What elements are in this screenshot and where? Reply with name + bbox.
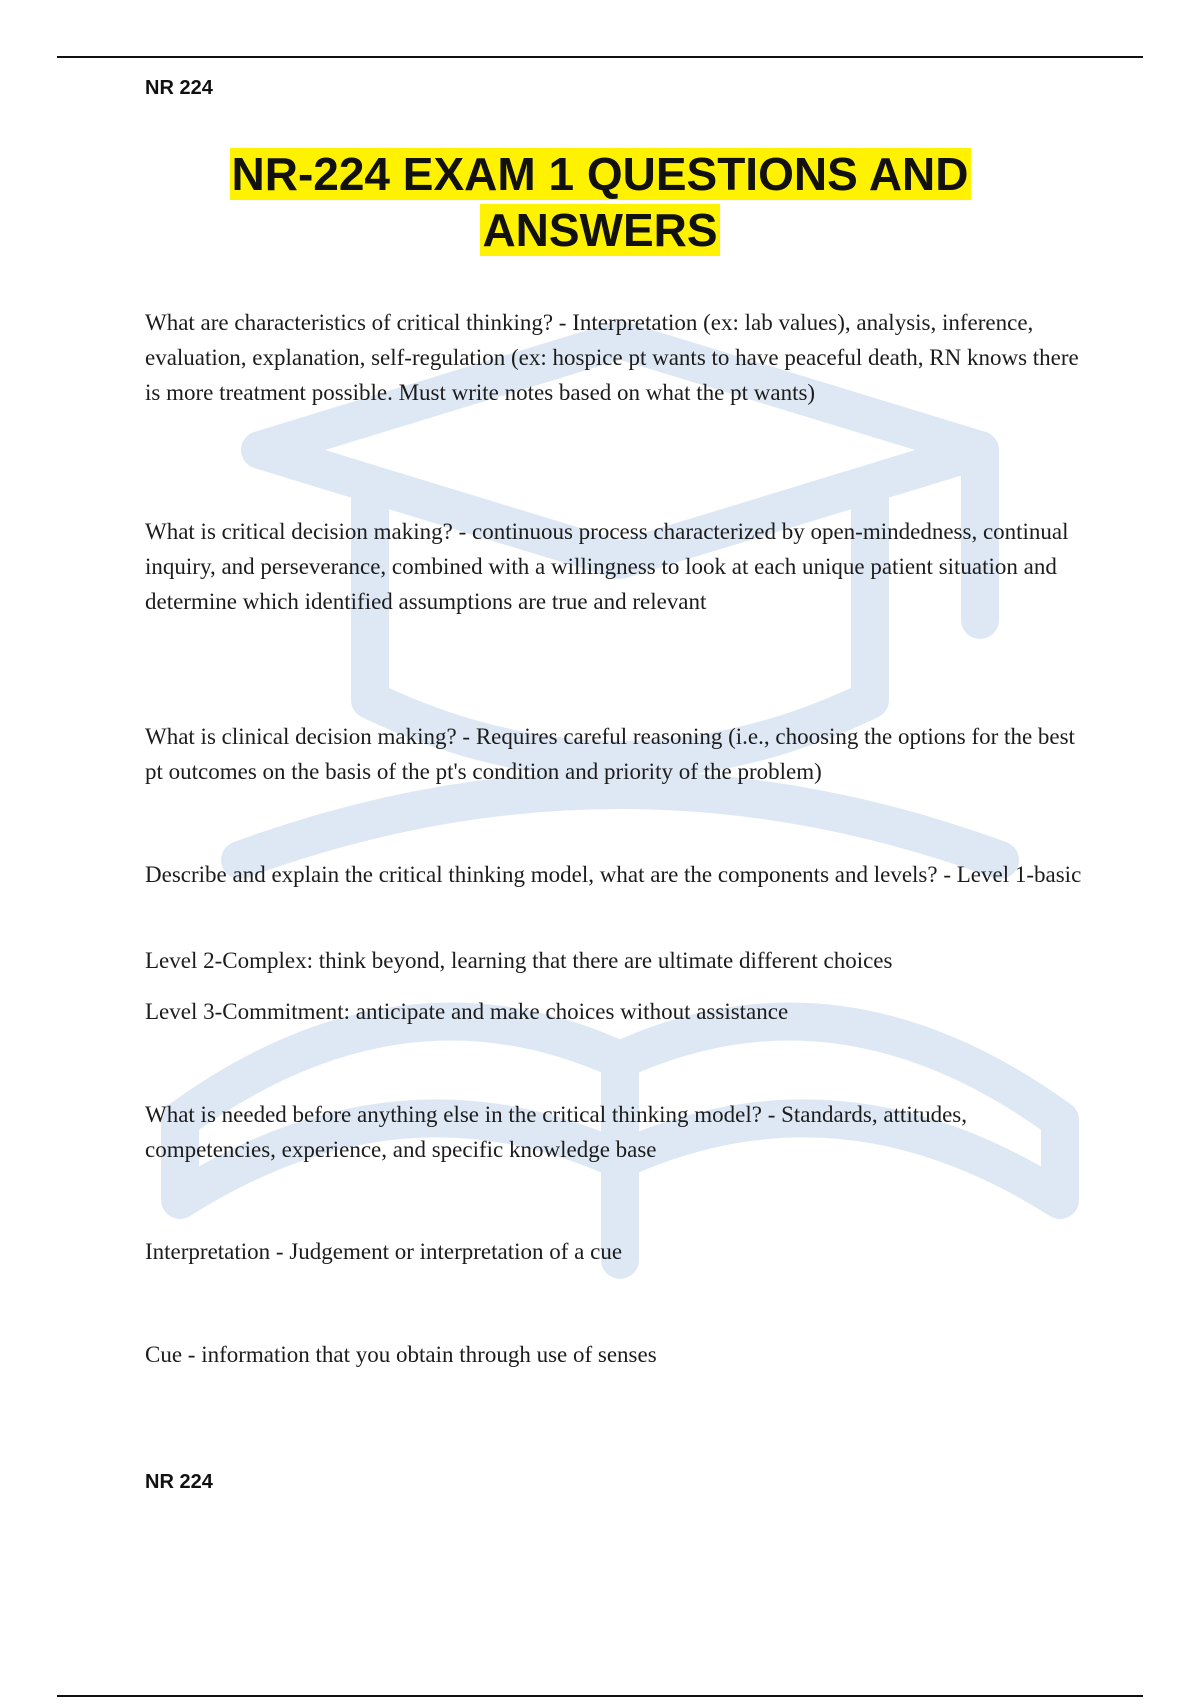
top-rule bbox=[57, 56, 1143, 58]
page-title bbox=[0, 146, 1200, 258]
bottom-rule bbox=[57, 1695, 1143, 1697]
qa-item: Cue - information that you obtain through use of senses bbox=[145, 1342, 657, 1367]
qa-item: What are characteristics of critical thinking? - Interpretation (ex: lab values), analysis, inference, evaluation, explanation, self-regulation (ex: hospice pt wants to have peaceful death, RN knows there is more treatment possible. Must write notes based on what the pt wants) bbox=[145, 310, 1079, 405]
qa-item: What is critical decision making? - continuous process characterized by open-mindedness, continual inquiry, and perseverance, combined with a willingness to look at each unique patient situation and determine which identified assumptions are true and relevant bbox=[145, 519, 1069, 614]
qa-item: Level 3-Commitment: anticipate and make choices without assistance bbox=[145, 999, 789, 1024]
qa-item: Level 2-Complex: think beyond, learning that there are ultimate different choices bbox=[145, 948, 893, 973]
footer-course-label: NR 224 bbox=[145, 1471, 213, 1493]
qa-item: Describe and explain the critical thinking model, what are the components and levels? - Level 1-basic bbox=[145, 862, 1082, 887]
title-line-2: ANSWERS bbox=[482, 204, 718, 256]
header-course-label: NR 224 bbox=[145, 77, 213, 99]
title-line-1: NR-224 EXAM 1 QUESTIONS AND bbox=[231, 148, 969, 200]
qa-item: What is needed before anything else in the critical thinking model? - Standards, attitudes, competencies, experience, and specific knowledge base bbox=[145, 1102, 968, 1162]
qa-item: What is clinical decision making? - Requires careful reasoning (i.e., choosing the options for the best pt outcomes on the basis of the pt's condition and priority of the problem) bbox=[145, 724, 1075, 784]
qa-item: Interpretation - Judgement or interpretation of a cue bbox=[145, 1239, 623, 1264]
